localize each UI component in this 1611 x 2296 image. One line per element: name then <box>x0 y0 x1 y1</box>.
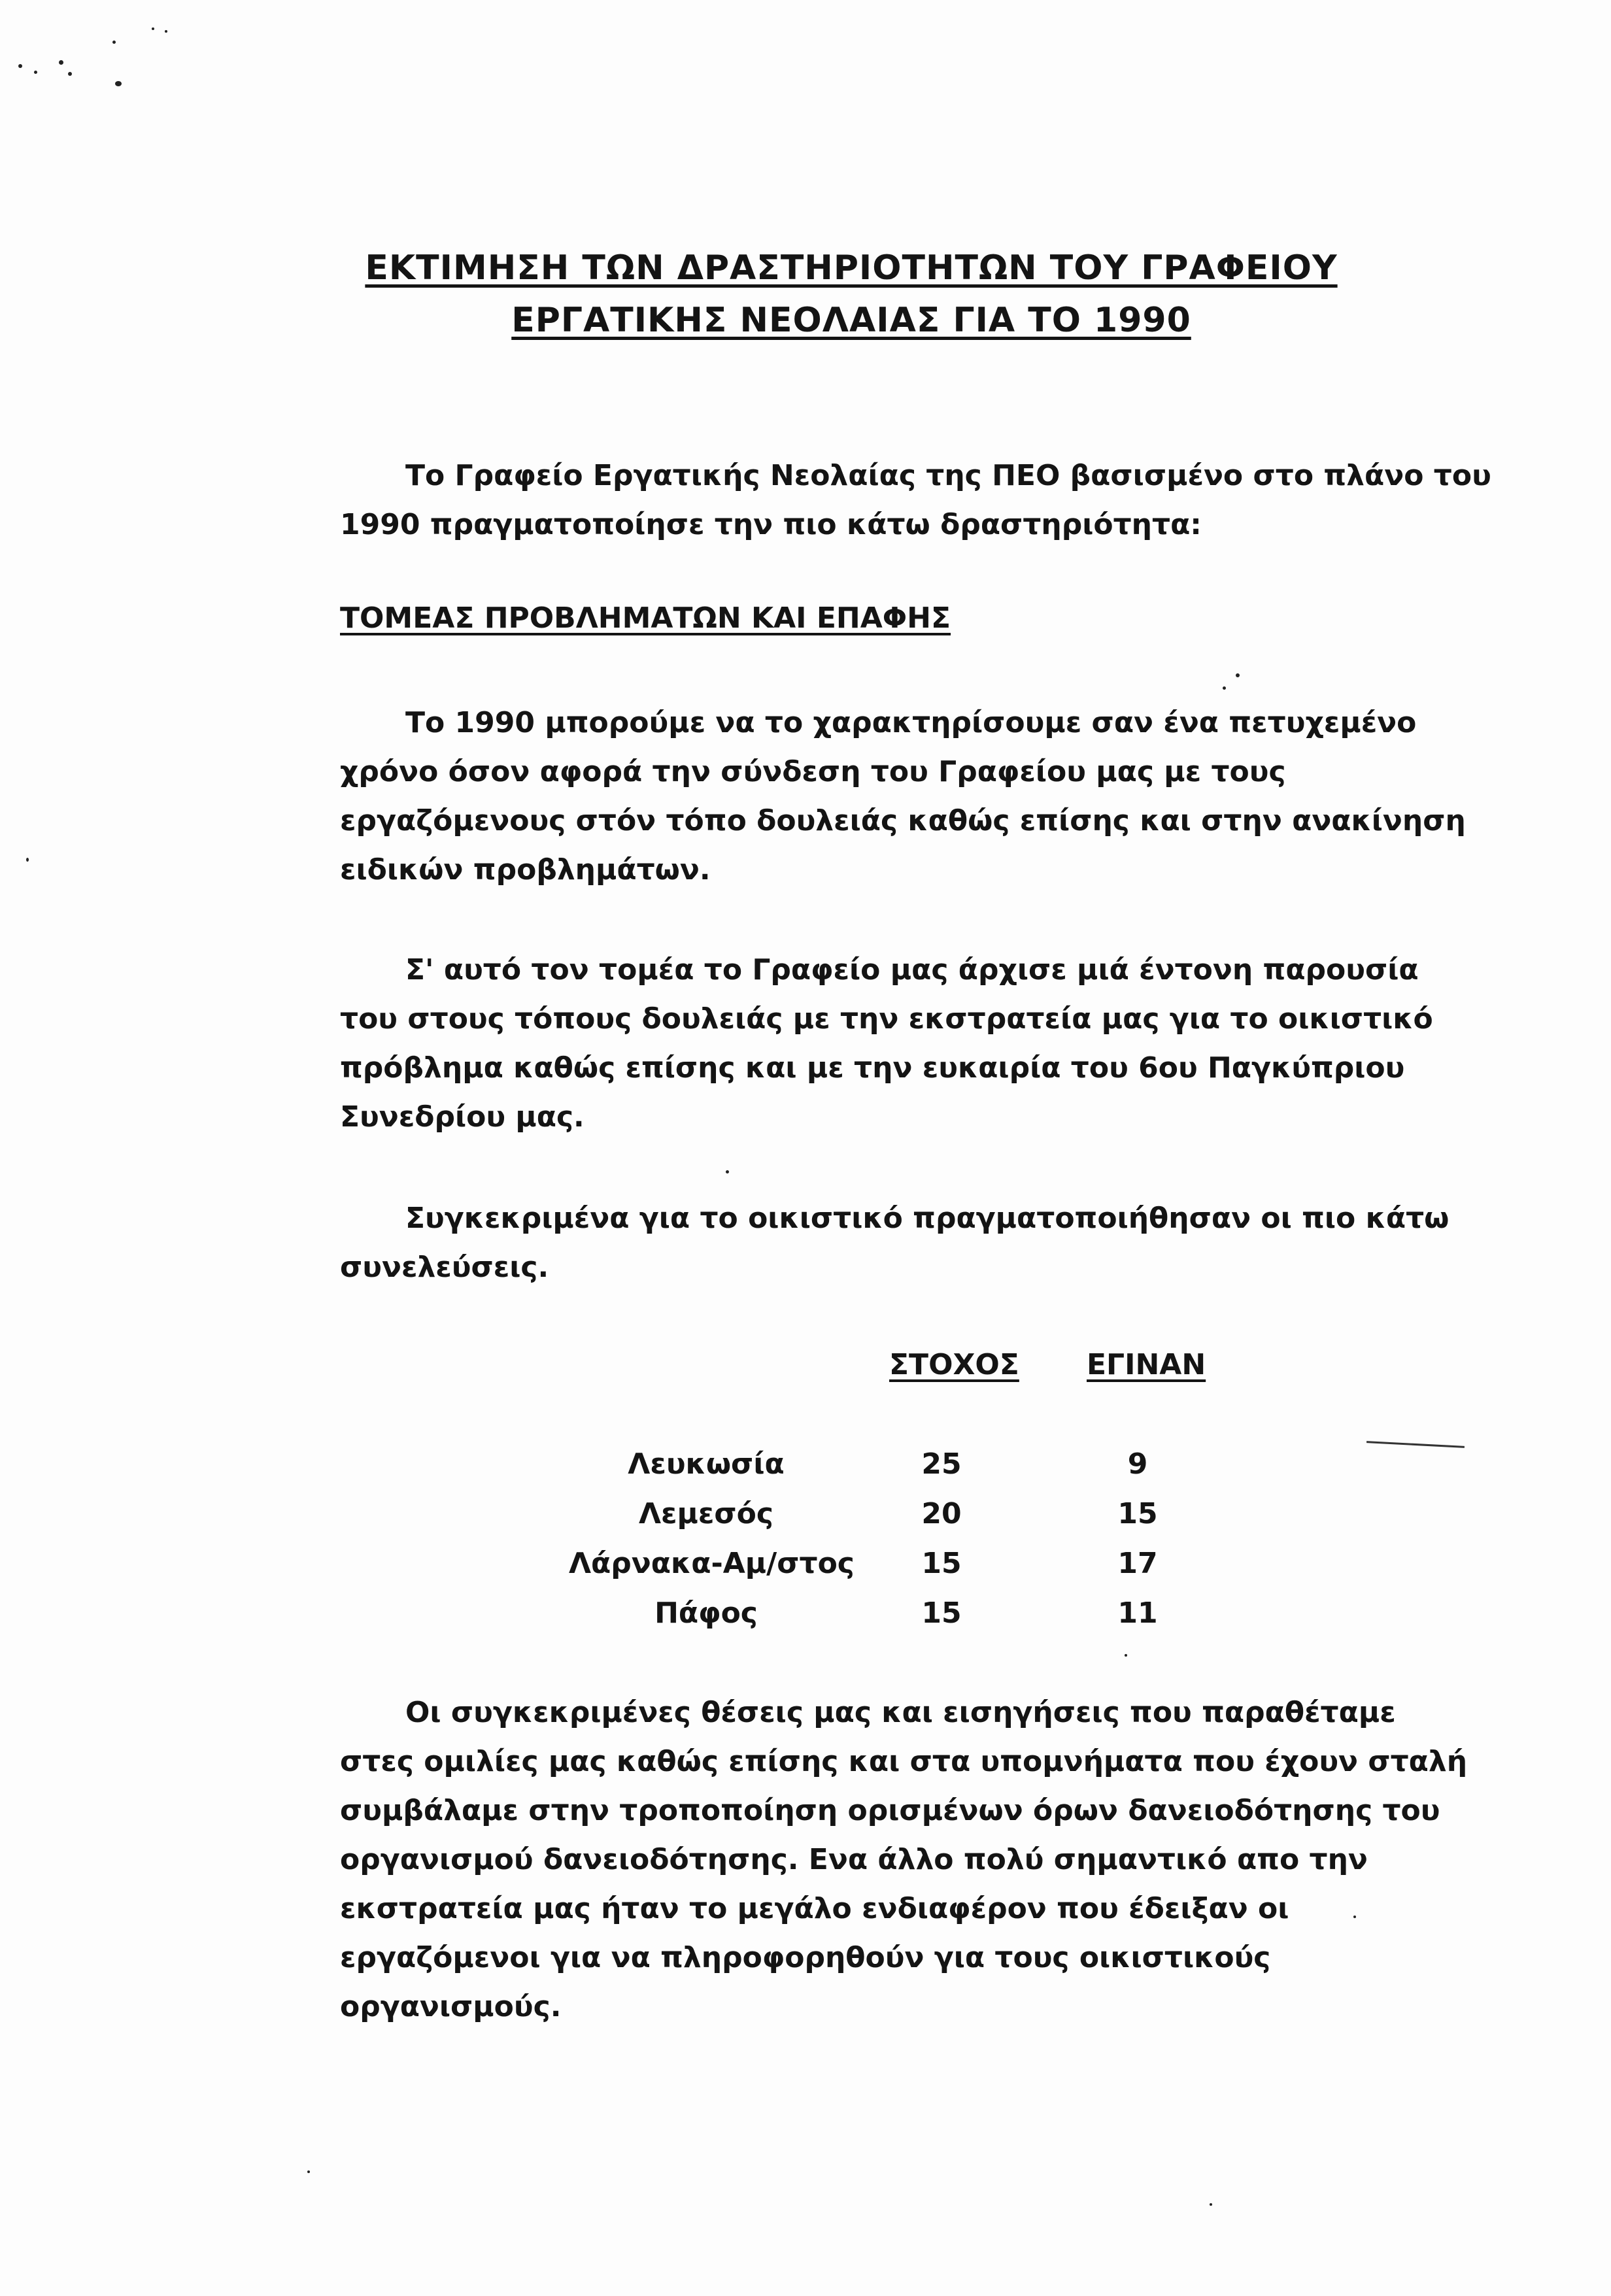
scan-speck <box>112 41 116 44</box>
scan-speck <box>1236 673 1240 677</box>
table-cell-target: 15 <box>921 1547 962 1580</box>
scan-speck <box>68 72 72 76</box>
scan-speck <box>1223 686 1226 690</box>
table-cell-done: 15 <box>1117 1497 1158 1530</box>
paragraph-line: Το Γραφείο Εργατικής Νεολαίας της ΠΕΟ βασισμένο στο πλάνο του <box>405 459 1491 492</box>
paragraph-3 <box>340 1194 1450 1292</box>
paragraph-line: οργανισμού δανειοδότησης. Ενα άλλο πολύ σημαντικό απο την <box>340 1843 1368 1876</box>
table-cell-done: 9 <box>1127 1447 1148 1481</box>
paragraph-line: Συνεδρίου μας. <box>340 1100 585 1134</box>
paragraph-line: ειδικών προβλημάτων. <box>340 853 711 886</box>
table-cell-city: Πάφος <box>654 1596 758 1630</box>
paragraph-line: Συγκεκριμένα για το οικιστικό πραγματοποιήθησαν οι πιο κάτω <box>405 1202 1450 1235</box>
paragraph-line: χρόνο όσον αφορά την σύνδεση του Γραφείου μας με τους <box>340 755 1286 788</box>
scan-speck <box>115 81 122 86</box>
section-heading: ΤΟΜΕΑΣ ΠΡΟΒΛΗΜΑΤΩΝ ΚΑΙ ΕΠΑΦΗΣ <box>340 601 951 635</box>
paragraph-line: του στους τόπους δουλειάς με την εκστρατεία μας για το οικιστικό <box>340 1002 1433 1036</box>
document-title-line2: ΕΡΓΑΤΙΚΗΣ ΝΕΟΛΑΙΑΣ ΓΙΑ ΤΟ 1990 <box>511 301 1191 340</box>
scan-speck <box>152 27 154 30</box>
scan-speck <box>18 64 22 68</box>
intro-paragraph <box>340 451 1491 549</box>
scan-speck <box>165 30 167 33</box>
scan-speck <box>307 2170 310 2173</box>
table-cell-city: Λάρνακα-Αμ/στος <box>569 1547 855 1580</box>
scan-speck <box>34 71 37 74</box>
paragraph-line: οργανισμούς. <box>340 1990 562 2023</box>
paragraph-line: Το 1990 μπορούμε να το χαρακτηρίσουμε σαν ένα πετυχεμένο <box>405 706 1417 739</box>
scan-speck <box>1125 1654 1127 1657</box>
table-header-target: ΣΤΟΧΟΣ <box>889 1348 1019 1381</box>
scan-speck <box>726 1170 729 1173</box>
table-header-done: ΕΓΙΝΑΝ <box>1087 1348 1206 1381</box>
document-title-line1: ΕΚΤΙΜΗΣΗ ΤΩΝ ΔΡΑΣΤΗΡΙΟΤΗΤΩΝ ΤΟΥ ΓΡΑΦΕΙΟΥ <box>365 248 1338 288</box>
table-cell-done: 11 <box>1117 1596 1158 1630</box>
paragraph-line: πρόβλημα καθώς επίσης και με την ευκαιρία του 6ου Παγκύπριου <box>340 1051 1405 1085</box>
paragraph-1 <box>340 698 1466 894</box>
scan-speck <box>26 858 29 862</box>
table-cell-target: 20 <box>921 1497 962 1530</box>
paragraph-line: εργαζόμενοι για να πληροφορηθούν για τους οικιστικούς <box>340 1941 1271 1974</box>
paragraph-4 <box>340 1688 1468 2031</box>
paragraph-line: στες ομιλίες μας καθώς επίσης και στα υπομνήματα που έχουν σταλή <box>340 1745 1468 1778</box>
table-cell-city: Λεμεσός <box>639 1497 773 1530</box>
table-cell-done: 17 <box>1117 1547 1158 1580</box>
paragraph-line: συνελεύσεις. <box>340 1251 549 1284</box>
paragraph-line: Οι συγκεκριμένες θέσεις μας και εισηγήσεις που παραθέταμε <box>405 1696 1396 1729</box>
paragraph-line: Σ' αυτό τον τομέα το Γραφείο μας άρχισε μιά έντονη παρουσία <box>405 953 1419 987</box>
scan-mark-line <box>1366 1441 1465 1448</box>
paragraph-line: 1990 πραγματοποίησε την πιο κάτω δραστηριότητα: <box>340 508 1202 541</box>
table-cell-target: 15 <box>921 1596 962 1630</box>
paragraph-line: εργαζόμενους στόν τόπο δουλειάς καθώς επίσης και στην ανακίνηση <box>340 804 1466 837</box>
table-cell-city: Λευκωσία <box>628 1447 785 1481</box>
paragraph-2 <box>340 945 1433 1141</box>
paragraph-line: συμβάλαμε στην τροποποίηση ορισμένων όρων δανειοδότησης του <box>340 1794 1440 1827</box>
scan-speck <box>1210 2203 1212 2206</box>
table-cell-target: 25 <box>921 1447 962 1481</box>
paragraph-line: εκστρατεία μας ήταν το μεγάλο ενδιαφέρον που έδειξαν οι <box>340 1892 1289 1925</box>
scan-speck <box>59 60 63 65</box>
